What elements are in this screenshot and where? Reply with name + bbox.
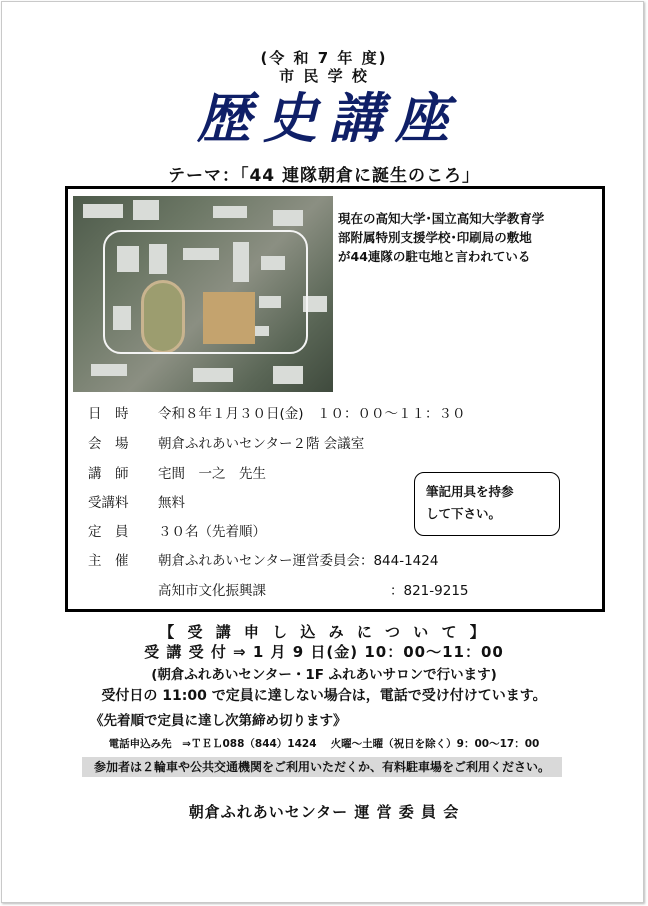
phone-contact: 電話申込み先 ⇒ＴＥＬ088（844）1424 火曜～土曜（祝日を除く）9：00～17：00: [108, 738, 540, 750]
capacity-value: ３０名（先着順）: [158, 524, 266, 540]
application-heading: 【 受 講 申 し 込 み に つ い て 】: [159, 623, 489, 641]
host-row: [88, 549, 438, 569]
reception-time: 受 講 受 付 ⇒ 1 月 9 日(金) 10：00～11：00: [144, 643, 504, 661]
capacity-row: [88, 520, 266, 540]
first-come-note: 《先着順で定員に達し次第締め切ります》: [90, 713, 347, 729]
venue-label: 会 場: [88, 436, 129, 452]
site-outline: [103, 230, 308, 354]
organizer-footer: 朝倉ふれあいセンター 運 営 委 員 会: [188, 803, 460, 821]
host2-name: 高知市文化振興課: [158, 583, 266, 599]
photo-caption: 現在の高知大学･国立高知大学教育学 部附属特別支援学校･印刷局の敷地 が44連隊の駐屯地と言われている: [338, 211, 545, 264]
phone-rule: 受付日の 11:00 で定員に達しない場合は，電話で受け付けています。: [101, 688, 547, 704]
fee-row: [88, 491, 185, 511]
venue-row: [88, 432, 364, 452]
fee-label: 受講料: [88, 495, 129, 511]
fiscal-year-label: (令 和 7 年 度): [260, 49, 388, 67]
host1-value: 朝倉ふれあいセンター運営委員会：844-1424: [158, 553, 439, 569]
program-name: 市 民 学 校: [279, 67, 369, 85]
venue-value: 朝倉ふれあいセンター２階 会議室: [158, 436, 365, 452]
capacity-label: 定 員: [88, 524, 129, 540]
lecturer-label: 講 師: [88, 466, 129, 482]
date-value: 令和８年１月３０日(金) １０：００～１１：３０: [158, 406, 466, 422]
lecturer-value: 宅間 一之 先生: [158, 466, 266, 482]
page-title: 歴史講座: [197, 86, 461, 150]
host-label: 主 催: [88, 553, 129, 569]
host2-tel: ：821-9215: [390, 583, 469, 599]
reception-place: (朝倉ふれあいセンター・1F ふれあいサロンで行います): [151, 667, 497, 683]
lecturer-row: [88, 462, 266, 482]
date-row: [88, 402, 466, 422]
date-label: 日 時: [88, 406, 129, 422]
note-callout: 筆記用具を持参 して下さい。: [414, 472, 560, 536]
aerial-photo: [73, 196, 333, 392]
fee-value: 無料: [158, 495, 185, 511]
transport-notice: 参加者は２輪車や公共交通機関をご利用いただくか、有料駐車場をご利用ください。: [82, 757, 562, 777]
theme-line: テーマ：「44 連隊朝倉に誕生のころ」: [167, 166, 481, 186]
host2-row: [158, 579, 469, 599]
